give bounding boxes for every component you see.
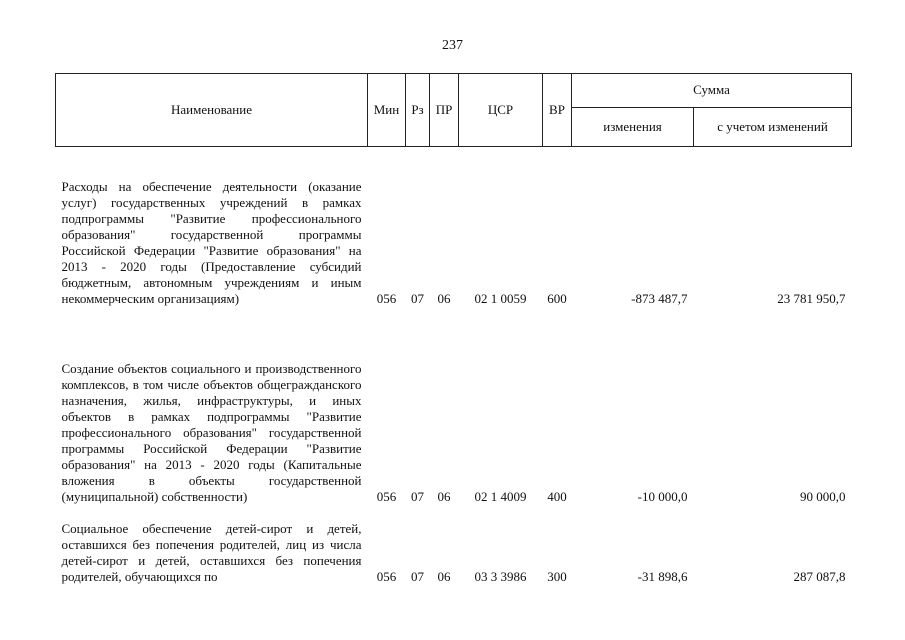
row-csr: 03 3 3986 bbox=[474, 569, 527, 584]
header-csr: ЦСР bbox=[459, 74, 543, 147]
table-row bbox=[56, 519, 852, 585]
row-name: Создание объектов социального и производственного комплексов, в том числе объектов общегражданского назначения, жилья, инфраструктуры, и иных объектов в рамках подпрограммы "Развитие профессионального образования" государственной программы Российской Федерации "Развитие образования" на 2013 - 2020 годы (Капитальные вложения в объекты государственной (муниципальной) собственности) bbox=[61, 361, 362, 504]
row-rz: 07 bbox=[411, 569, 424, 584]
row-change: -10 000,0 bbox=[637, 489, 688, 504]
header-rz: Рз bbox=[406, 74, 430, 147]
header-change: изменения bbox=[572, 107, 694, 146]
row-vr: 600 bbox=[547, 291, 567, 306]
row-vr: 300 bbox=[547, 569, 567, 584]
row-rz: 07 bbox=[411, 291, 424, 306]
row-rz: 07 bbox=[411, 489, 424, 504]
row-min: 056 bbox=[376, 489, 397, 504]
row-pr: 06 bbox=[437, 569, 451, 584]
table-row bbox=[56, 157, 852, 307]
header-vr: ВР bbox=[543, 74, 572, 147]
row-min: 056 bbox=[376, 291, 397, 306]
row-csr: 02 1 0059 bbox=[474, 291, 527, 306]
budget-table bbox=[55, 73, 852, 585]
header-name: Наименование bbox=[56, 74, 368, 147]
row-pr: 06 bbox=[437, 291, 451, 306]
row-pr: 06 bbox=[437, 489, 451, 504]
page-number: 237 bbox=[442, 38, 463, 53]
row-with-change: 90 000,0 bbox=[800, 489, 846, 504]
row-min: 056 bbox=[376, 569, 397, 584]
row-name: Социальное обеспечение детей-сирот и детей, оставшихся без попечения родителей, лиц из числа детей-сирот и детей, оставшихся без попечения родителей, обучающихся по bbox=[61, 521, 362, 584]
row-with-change: 287 087,8 bbox=[793, 569, 846, 584]
row-name: Расходы на обеспечение деятельности (оказание услуг) государственных учреждений в рамках подпрограммы "Развитие профессионального образования" государственной программы Российской Федерации "Развитие образования" на 2013 - 2020 годы (Предоставление субсидий бюджетным, автономным учреждениям и иным некоммерческим организациям) bbox=[61, 179, 362, 306]
row-change: -873 487,7 bbox=[631, 291, 688, 306]
row-vr: 400 bbox=[547, 489, 567, 504]
row-change: -31 898,6 bbox=[637, 569, 688, 584]
header-sum: Сумма bbox=[572, 74, 852, 108]
header-with-change: с учетом изменений bbox=[694, 107, 852, 146]
table-row bbox=[56, 321, 852, 505]
header-min: Мин bbox=[368, 74, 406, 147]
header-pr: ПР bbox=[430, 74, 459, 147]
row-csr: 02 1 4009 bbox=[474, 489, 527, 504]
row-with-change: 23 781 950,7 bbox=[777, 291, 846, 306]
